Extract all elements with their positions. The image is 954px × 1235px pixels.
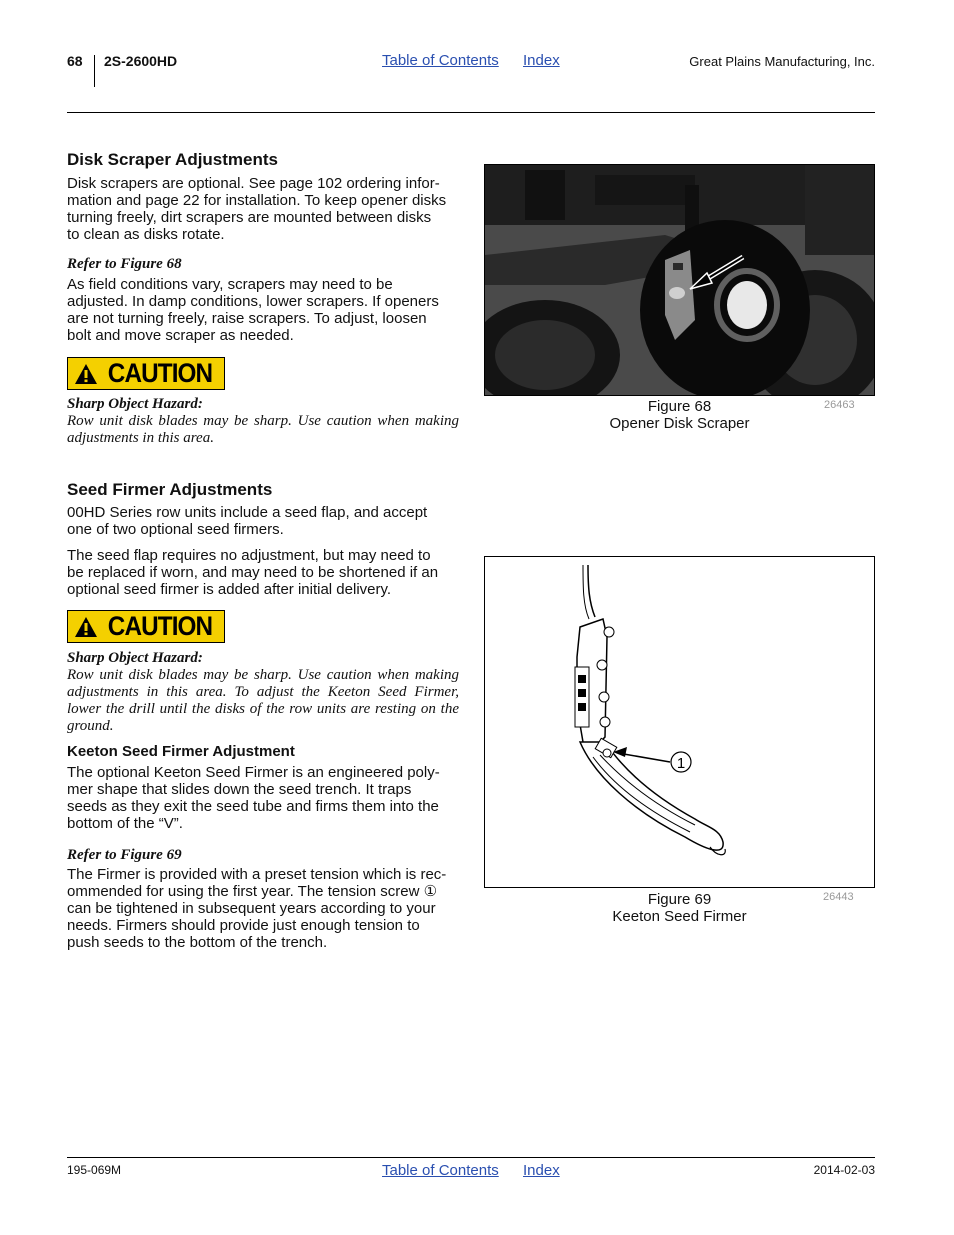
seed-firmer-heading: Seed Firmer Adjustments [67, 480, 273, 499]
figure-69-label: Figure 69 [647, 891, 712, 908]
text-line: The seed flap requires no adjustment, but may need to [67, 547, 431, 564]
header-index-link[interactable]: Index [523, 52, 560, 69]
hazard-title-1: Sharp Object Hazard: [67, 396, 203, 412]
figure-69-id: 26443 [823, 891, 854, 903]
keeton-heading: Keeton Seed Firmer Adjustment [67, 743, 295, 760]
text-line: mer shape that slides down the seed trench. It traps [67, 781, 412, 798]
model-name: 2S-2600HD [104, 53, 178, 69]
figure-68-photo [484, 164, 875, 396]
text-line: needs. Firmers should provide just enough tension to [67, 917, 420, 934]
refer-figure-69: Refer to Figure 69 [67, 847, 182, 863]
text-line: ommended for using the first year. The tension screw ① [67, 883, 438, 900]
footer-rule [67, 1157, 875, 1158]
text-line: mation and page 22 for installation. To keep opener disks [67, 192, 447, 209]
hazard-title-2: Sharp Object Hazard: [67, 650, 203, 666]
text-line: 00HD Series row units include a seed flap, and accept [67, 504, 428, 521]
figure-69-drawing [484, 556, 875, 888]
warning-icon [74, 363, 98, 385]
text-line: are not turning freely, raise scrapers. To adjust, loosen [67, 310, 427, 327]
text-line: push seeds to the bottom of the trench. [67, 934, 328, 951]
figure-69-title: Keeton Seed Firmer [612, 908, 747, 925]
keeton-para-2 [67, 866, 459, 951]
figure-68-id: 26463 [824, 399, 855, 411]
doc-number: 195-069M [67, 1163, 122, 1177]
opener-disk-scraper-image [485, 165, 875, 396]
text-line: be replaced if worn, and may need to be shortened if an [67, 564, 439, 581]
header-divider [94, 55, 95, 87]
text-line: The Firmer is provided with a preset tension which is rec- [67, 866, 447, 883]
text-line: adjusted. In damp conditions, lower scrapers. If openers [67, 293, 439, 310]
text-line: can be tightened in subsequent years according to your [67, 900, 436, 917]
disk-scraper-heading: Disk Scraper Adjustments [67, 150, 278, 169]
disk-scraper-para-2 [67, 276, 459, 344]
seed-firmer-para-1 [67, 504, 459, 538]
caution-text: CAUTION [107, 611, 213, 641]
caution-label-2 [67, 610, 225, 643]
company-name: Great Plains Manufacturing, Inc. [689, 54, 875, 69]
header-rule [67, 112, 875, 113]
hazard-text-2: Row unit disk blades may be sharp. Use caution when making adjustments in this area. To adjust the Keeton Seed Firmer, lower the drill until the disks of the row units are resting on the ground. [67, 667, 459, 734]
figure-68-label: Figure 68 [647, 398, 712, 415]
footer-toc-link[interactable]: Table of Contents [382, 1162, 499, 1179]
footer-index-link[interactable]: Index [523, 1162, 560, 1179]
text-line: Disk scrapers are optional. See page 102 ordering infor- [67, 175, 440, 192]
text-line: bottom of the “V”. [67, 815, 183, 832]
revision-date: 2014-02-03 [813, 1163, 875, 1177]
seed-firmer-para-2 [67, 547, 459, 598]
caution-text: CAUTION [107, 358, 213, 388]
disk-scraper-para-1 [67, 175, 459, 243]
warning-icon [74, 616, 98, 638]
header-toc-link[interactable]: Table of Contents [382, 52, 499, 69]
text-line: turning freely, dirt scrapers are mounted between disks [67, 209, 432, 226]
caution-label-1 [67, 357, 225, 390]
text-line: to clean as disks rotate. [67, 226, 225, 243]
text-line: As field conditions vary, scrapers may need to be [67, 276, 393, 293]
text-line: bolt and move scraper as needed. [67, 327, 294, 344]
figure-68-caption [484, 398, 875, 432]
figure-69-caption [484, 891, 875, 925]
text-line: seeds as they exit the seed tube and firms them into the [67, 798, 439, 815]
keeton-seed-firmer-image [485, 557, 875, 888]
page-number: 68 [67, 53, 83, 69]
callout-1: 1 [676, 755, 686, 772]
text-line: one of two optional seed firmers. [67, 521, 284, 538]
figure-68-title: Opener Disk Scraper [609, 415, 750, 432]
refer-figure-68: Refer to Figure 68 [67, 256, 182, 272]
keeton-para-1 [67, 764, 459, 832]
text-line: optional seed firmer is added after initial delivery. [67, 581, 392, 598]
text-line: The optional Keeton Seed Firmer is an engineered poly- [67, 764, 440, 781]
hazard-text-1: Row unit disk blades may be sharp. Use caution when making adjustments in this area. [67, 413, 459, 446]
